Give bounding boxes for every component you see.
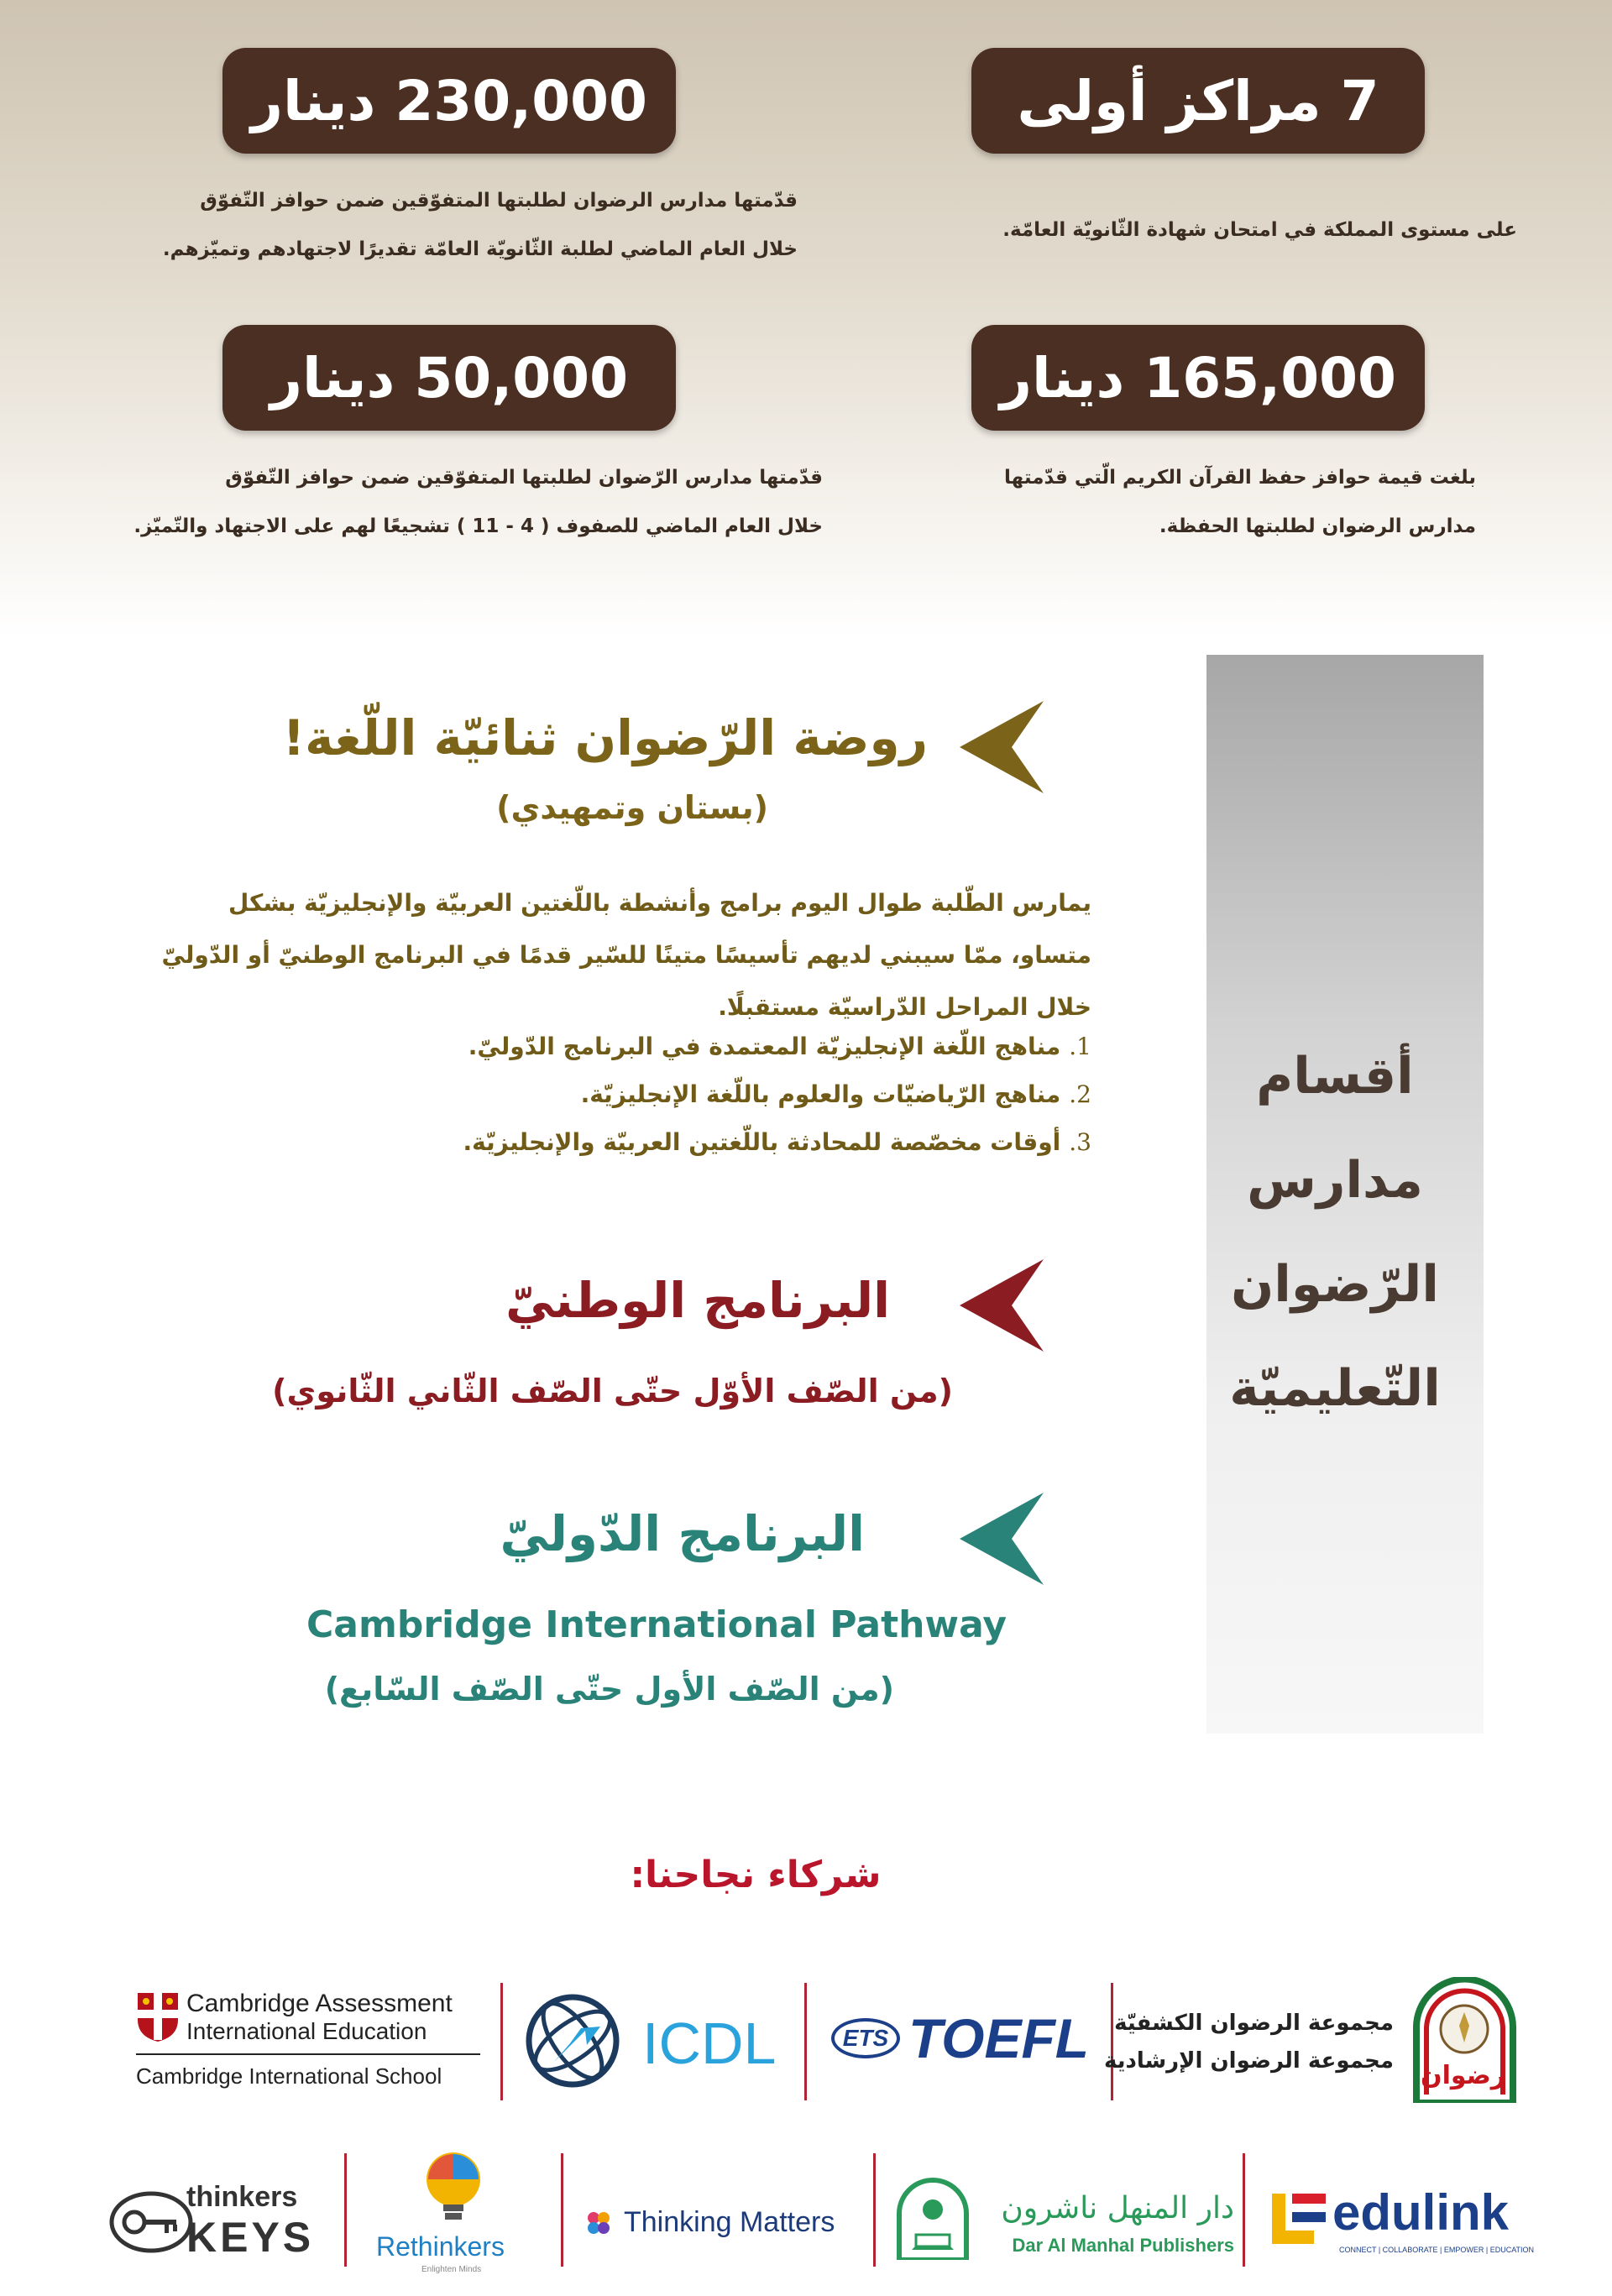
cambridge-line1: Cambridge Assessment xyxy=(186,1990,453,2017)
thinking-matters-wordmark: Thinking Matters xyxy=(624,2206,835,2238)
international-title: البرنامج الدّوليّ xyxy=(500,1505,865,1562)
stat-mid-left-badge: 50,000 دينار xyxy=(222,325,676,431)
kindergarten-list-item: 1.مناهج اللّغة الإنجليزيّة المعتمدة في البرنامج الدّوليّ. xyxy=(468,1033,1091,1060)
national-subtitle: (من الصّف الأوّل حتّى الصّف الثّاني الثّانوي) xyxy=(272,1373,953,1410)
edulink-wordmark: edulink xyxy=(1332,2184,1510,2241)
rethinkers-bulb-icon xyxy=(420,2149,487,2226)
partner-divider xyxy=(873,2153,876,2267)
almanhal-arabic-name: دار المنهل ناشرون xyxy=(1001,2191,1234,2225)
kindergarten-arrow-icon xyxy=(960,701,1044,793)
rethinkers-logo xyxy=(369,2149,546,2279)
international-arrow-icon xyxy=(960,1493,1044,1585)
stat-mid-right-badge: 165,000 دينار xyxy=(971,325,1425,431)
stat-mid-left-desc: قدّمتها مدارس الرّضوان لطلبتها المتفوّقين ضمن حوافز التّفوّق خلال العام الماضي للصفوف ( 4 - 11 ) تشجيعًا لهم على الاجتهاد والتّميّز. xyxy=(133,467,823,537)
icdl-wordmark: ICDL xyxy=(642,2011,777,2076)
cambridge-divider xyxy=(136,2053,480,2055)
ets-mark: ETS xyxy=(831,2018,900,2058)
key-icon xyxy=(109,2191,193,2253)
thinkers-keys-logo xyxy=(109,2181,327,2261)
national-arrow-icon xyxy=(960,1259,1044,1352)
almanhal-logo xyxy=(890,2174,1234,2267)
thinking-matters-logo xyxy=(584,2199,861,2250)
stat-top-right-badge: 7 مراكز أولى xyxy=(971,48,1425,154)
partner-divider xyxy=(804,1983,807,2100)
partner-divider xyxy=(500,1983,503,2100)
kindergarten-list-item: 3.أوقات مخصّصة للمحادثة باللّغتين العربيّة والإنجليزيّة. xyxy=(463,1128,1091,1156)
partner-divider xyxy=(1243,2153,1245,2267)
partners-title: شركاء نجاحنا: xyxy=(630,1854,882,1896)
icdl-logo xyxy=(512,1991,793,2092)
international-subtitle: (من الصّف الأول حتّى الصّف السّابع) xyxy=(324,1671,894,1708)
cambridge-logo xyxy=(134,1990,487,2099)
rethinkers-tagline: Enlighten Minds xyxy=(421,2265,482,2274)
partner-divider xyxy=(1111,1983,1113,2100)
alradwan-logo xyxy=(1103,1977,1520,2111)
stat-top-left-badge: 230,000 دينار xyxy=(222,48,676,154)
stat-mid-right-desc: بلغت قيمة حوافز حفظ القرآن الكريم الّتي قدّمتها مدارس الرضوان لطلبتها الحفظة. xyxy=(1004,467,1476,537)
partner-divider xyxy=(344,2153,347,2267)
international-english-title: Cambridge International Pathway xyxy=(306,1603,1008,1646)
thinkers-keys-line1: thinkers xyxy=(186,2181,298,2213)
national-title: البرنامج الوطنيّ xyxy=(505,1272,890,1329)
cambridge-line2: International Education xyxy=(186,2018,427,2044)
thinking-matters-pinwheel-icon xyxy=(584,2208,614,2238)
cambridge-shield-icon xyxy=(136,1991,180,2043)
thinkers-keys-line2: KEYS xyxy=(186,2214,315,2261)
edulink-mark-icon xyxy=(1272,2194,1327,2244)
rethinkers-wordmark: Rethinkers xyxy=(376,2231,505,2262)
kindergarten-subtitle: (بستان وتمهيدي) xyxy=(496,789,768,826)
stat-top-right-desc: على مستوى المملكة في امتحان شهادة الثّانويّة العامّة. xyxy=(1002,219,1517,241)
alradwan-emblem-text: رضوان xyxy=(1421,2061,1505,2090)
kindergarten-list-item: 2.مناهج الرّياضيّات والعلوم باللّغة الإنجليزيّة. xyxy=(580,1080,1091,1108)
side-title: أقسام مدارس الرّضوان التّعليميّة xyxy=(1229,1047,1441,1418)
cambridge-line3: Cambridge International School xyxy=(136,2063,442,2089)
stat-top-left-desc: قدّمتها مدارس الرضوان لطلبتها المتفوّقين ضمن حوافز التّفوّق خلال العام الماضي لطلبة الثّانويّة العامّة تقديرًا لاجتهادهم وتميّزهم. xyxy=(162,190,798,260)
icdl-globe-icon xyxy=(525,1993,621,2089)
alradwan-name-line1: مجموعة الرضوان الكشفيّة xyxy=(1114,2011,1394,2036)
alradwan-name-line2: مجموعة الرضوان الإرشادية xyxy=(1103,2048,1394,2074)
toefl-wordmark: TOEFL xyxy=(908,2007,1090,2069)
almanhal-reader-icon xyxy=(895,2176,971,2260)
partner-divider xyxy=(561,2153,563,2267)
edulink-tagline: CONNECT | COLLABORATE | EMPOWER | EDUCATION xyxy=(1339,2246,1535,2254)
edulink-logo xyxy=(1272,2184,1535,2262)
kindergarten-title: روضة الرّضوان ثنائيّة اللّغة! xyxy=(282,709,928,766)
toefl-logo xyxy=(831,2006,1100,2074)
kindergarten-paragraph: يمارس الطّلبة طوال اليوم برامج وأنشطة باللّغتين العربيّة والإنجليزيّة بشكل متساو، ممّا سيبني لديهم تأسيسًا متينًا للسّير قدمًا في البرنامج الوطنيّ أو الدّوليّ خلال المراحل الدّراسيّة مستقبلًا. xyxy=(161,889,1091,1021)
almanhal-english-name: Dar Al Manhal Publishers xyxy=(1012,2235,1234,2256)
